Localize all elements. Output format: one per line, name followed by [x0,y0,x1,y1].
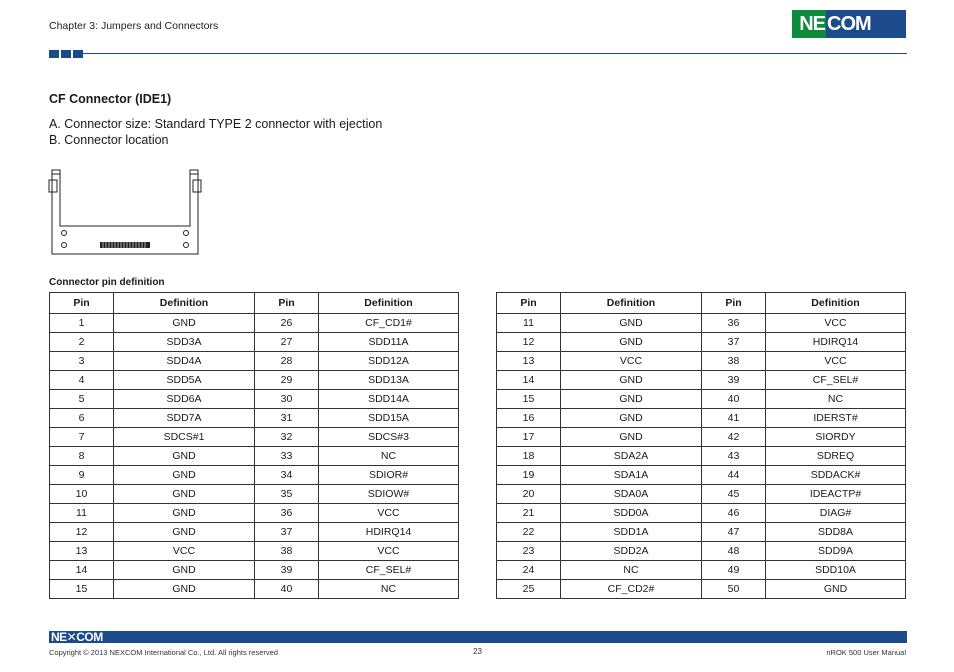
connector-diagram [46,166,206,258]
table-row [497,504,906,523]
header-definition: Definition [114,293,255,314]
pin-number-cell: 31 [255,409,319,428]
pin-number-cell: 5 [50,390,114,409]
pin-definition-cell: SDD0A [561,504,702,523]
table-row [50,333,459,352]
pin-definition-cell: CF_CD1# [319,314,459,333]
header-definition: Definition [766,293,906,314]
section-title: CF Connector (IDE1) [49,92,172,106]
pin-number-cell: 33 [255,447,319,466]
table-row [50,485,459,504]
nexcom-logo [792,10,906,38]
header-divider [77,53,907,54]
pin-number-cell: 8 [50,447,114,466]
pin-number-cell: 28 [255,352,319,371]
header-pin: Pin [497,293,561,314]
pin-definition-cell: CF_SEL# [766,371,906,390]
pin-number-cell: 22 [497,523,561,542]
copyright-text: Copyright © 2013 NEXCOM International Co., Ltd. All rights reserved [49,648,278,657]
footer-logo: NE✕COM [51,630,103,644]
pin-number-cell: 42 [702,428,766,447]
pin-table-right [496,292,906,599]
table-row [497,352,906,371]
pin-definition-cell: SDIOR# [319,466,459,485]
pin-number-cell: 38 [255,542,319,561]
pin-number-cell: 25 [497,580,561,599]
pin-number-cell: 26 [255,314,319,333]
table-row [50,504,459,523]
pin-number-cell: 6 [50,409,114,428]
pin-definition-cell: SDA0A [561,485,702,504]
pin-number-cell: 9 [50,466,114,485]
pin-number-cell: 49 [702,561,766,580]
pin-definition-cell: GND [114,504,255,523]
pin-number-cell: 46 [702,504,766,523]
pin-definition-cell: NC [561,561,702,580]
pin-definition-cell: GND [114,580,255,599]
pin-definition-cell: SDD8A [766,523,906,542]
pin-number-cell: 48 [702,542,766,561]
table-row [497,523,906,542]
pin-number-cell: 43 [702,447,766,466]
pin-definition-cell: VCC [561,352,702,371]
connector-size-text: A. Connector size: Standard TYPE 2 connector with ejection [49,117,383,131]
pin-number-cell: 27 [255,333,319,352]
connector-location-text: B. Connector location [49,133,169,147]
pin-number-cell: 3 [50,352,114,371]
pin-definition-cell: VCC [766,314,906,333]
pin-number-cell: 36 [702,314,766,333]
pin-number-cell: 39 [255,561,319,580]
pin-number-cell: 12 [497,333,561,352]
pin-number-cell: 17 [497,428,561,447]
pin-definition-cell: NC [319,447,459,466]
pin-number-cell: 1 [50,314,114,333]
pin-definition-cell: VCC [319,504,459,523]
pin-definition-cell: SDD7A [114,409,255,428]
pin-number-cell: 11 [497,314,561,333]
pin-number-cell: 40 [255,580,319,599]
pin-definition-cell: GND [561,314,702,333]
table-row [50,580,459,599]
header-pin: Pin [50,293,114,314]
pin-number-cell: 18 [497,447,561,466]
pin-definition-cell: VCC [766,352,906,371]
table-row [50,561,459,580]
pin-number-cell: 35 [255,485,319,504]
pin-definition-cell: DIAG# [766,504,906,523]
pin-definition-cell: GND [561,409,702,428]
pin-number-cell: 12 [50,523,114,542]
pin-definition-cell: SDD2A [561,542,702,561]
pin-definition-cell: IDEACTP# [766,485,906,504]
pin-definition-cell: GND [114,561,255,580]
table-row [50,409,459,428]
pin-definition-cell: SDA2A [561,447,702,466]
pin-number-cell: 4 [50,371,114,390]
pin-definition-cell: SDCS#1 [114,428,255,447]
pin-definition-cell: SDIOW# [319,485,459,504]
pin-definition-cell: SDREQ [766,447,906,466]
pin-definition-cell: SDD11A [319,333,459,352]
pin-definition-cell: SDD9A [766,542,906,561]
logo-right: COM [826,10,906,38]
pin-number-cell: 45 [702,485,766,504]
pin-number-cell: 19 [497,466,561,485]
table-row [497,428,906,447]
pin-number-cell: 16 [497,409,561,428]
table-row [50,371,459,390]
header-definition: Definition [319,293,459,314]
pin-number-cell: 21 [497,504,561,523]
header-pin: Pin [702,293,766,314]
pin-number-cell: 32 [255,428,319,447]
table-row [497,409,906,428]
footer-bar [49,631,907,643]
pin-number-cell: 15 [50,580,114,599]
pin-definition-cell: IDERST# [766,409,906,428]
pin-definition-cell: NC [319,580,459,599]
pin-definition-cell: SDD15A [319,409,459,428]
pin-number-cell: 34 [255,466,319,485]
pin-number-cell: 37 [255,523,319,542]
pin-definition-cell: SIORDY [766,428,906,447]
pin-definition-cell: SDD3A [114,333,255,352]
table-row [50,542,459,561]
pin-number-cell: 15 [497,390,561,409]
pin-definition-cell: GND [766,580,906,599]
pin-definition-cell: SDD6A [114,390,255,409]
pin-definition-cell: GND [561,371,702,390]
pin-definition-cell: GND [114,466,255,485]
pin-definition-cell: SDD14A [319,390,459,409]
pin-definition-cell: SDD12A [319,352,459,371]
table-row [497,447,906,466]
pin-number-cell: 11 [50,504,114,523]
pin-definition-cell: CF_CD2# [561,580,702,599]
pin-definition-cell: SDDACK# [766,466,906,485]
table-row [497,485,906,504]
table-row [497,371,906,390]
pin-definition-cell: SDD4A [114,352,255,371]
pin-number-cell: 39 [702,371,766,390]
pin-number-cell: 36 [255,504,319,523]
table-row [50,523,459,542]
pin-definition-cell: VCC [114,542,255,561]
pin-definition-cell: GND [114,314,255,333]
pin-definition-cell: SDA1A [561,466,702,485]
pin-number-cell: 13 [497,352,561,371]
pin-number-cell: 38 [702,352,766,371]
pin-definition-cell: SDD5A [114,371,255,390]
table-row [50,390,459,409]
table-row [50,466,459,485]
pin-number-cell: 24 [497,561,561,580]
pin-table-left [49,292,459,599]
pin-number-cell: 29 [255,371,319,390]
pin-number-cell: 13 [50,542,114,561]
manual-title: nROK 500 User Manual [826,648,906,657]
pin-number-cell: 10 [50,485,114,504]
chapter-title: Chapter 3: Jumpers and Connectors [49,20,219,32]
pin-number-cell: 7 [50,428,114,447]
pin-definition-cell: GND [561,333,702,352]
table-row [497,333,906,352]
table-row [497,561,906,580]
table-row [497,390,906,409]
table-row [50,428,459,447]
table-row [50,447,459,466]
pin-definition-caption: Connector pin definition [49,277,165,288]
pin-number-cell: 20 [497,485,561,504]
pin-definition-cell: SDCS#3 [319,428,459,447]
pin-definition-cell: GND [561,428,702,447]
pin-definition-cell: GND [114,485,255,504]
pin-number-cell: 2 [50,333,114,352]
pin-definition-cell: GND [114,523,255,542]
pin-number-cell: 23 [497,542,561,561]
pin-definition-cell: GND [114,447,255,466]
pin-definition-cell: SDD13A [319,371,459,390]
header-definition: Definition [561,293,702,314]
pin-number-cell: 14 [50,561,114,580]
pin-definition-cell: CF_SEL# [319,561,459,580]
pin-definition-cell: SDD1A [561,523,702,542]
pin-definition-cell: SDD10A [766,561,906,580]
page-number: 23 [473,647,482,656]
header-squares [49,50,83,58]
pin-number-cell: 47 [702,523,766,542]
table-row [497,466,906,485]
table-row [497,314,906,333]
pin-definition-cell: HDIRQ14 [766,333,906,352]
pin-definition-cell: HDIRQ14 [319,523,459,542]
table-row [497,542,906,561]
table-row [497,580,906,599]
pin-number-cell: 41 [702,409,766,428]
pin-number-cell: 44 [702,466,766,485]
pin-definition-cell: GND [561,390,702,409]
logo-left: NE [792,10,826,38]
header-pin: Pin [255,293,319,314]
table-row [50,352,459,371]
table-row [50,314,459,333]
pin-number-cell: 14 [497,371,561,390]
pin-number-cell: 40 [702,390,766,409]
pin-definition-cell: VCC [319,542,459,561]
pin-number-cell: 30 [255,390,319,409]
pin-number-cell: 37 [702,333,766,352]
pin-number-cell: 50 [702,580,766,599]
pin-definition-cell: NC [766,390,906,409]
